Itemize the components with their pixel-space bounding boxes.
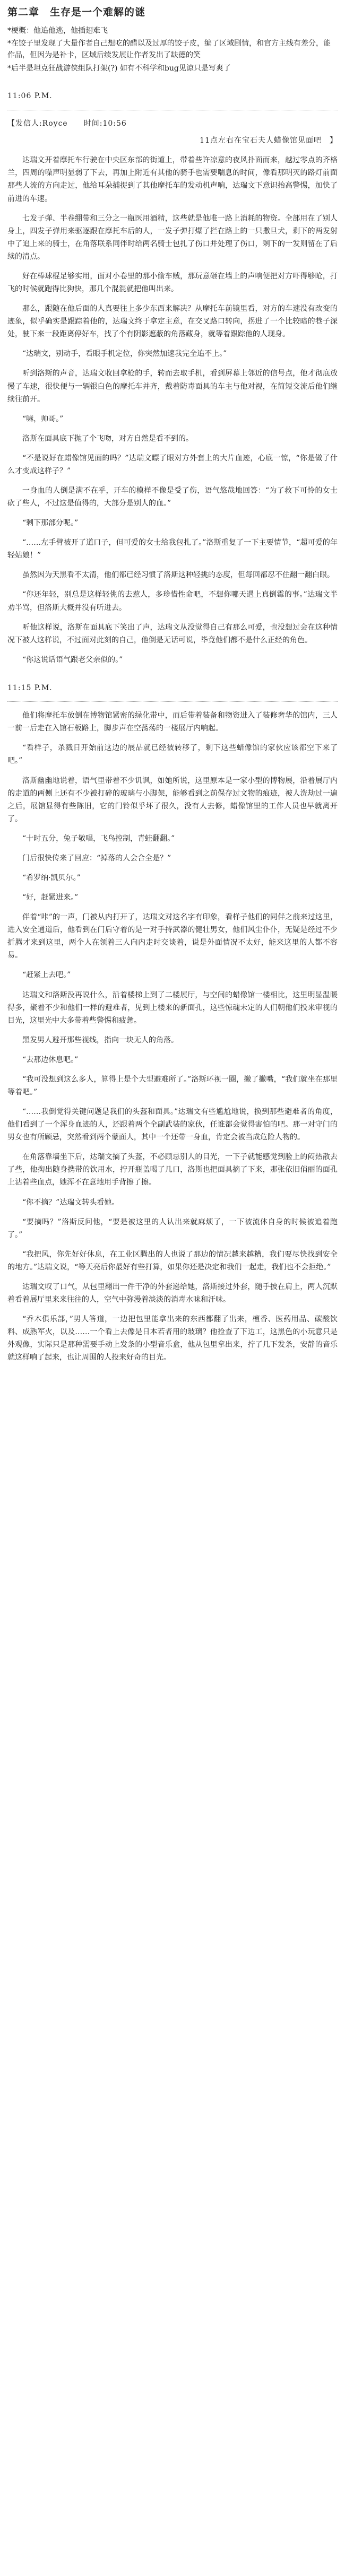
story-paragraph: “……左手臂被开了道口子，但可爱的女士给我包扎了。”洛斯重复了一下主要情节，“超可爱的年轻姑娘！”: [7, 538, 338, 560]
story-paragraph: 听他这样说，洛斯在面具底下笑出了声，达瑞文从没觉得自己有那么可爱，也没想过会在这种情况下被人这样说，不过面对此刻的自己，他倒是无话可说，毕竟他们都不是什么正经的角色。: [7, 623, 338, 645]
story-paragraph: “……我倒觉得关键问题是我们的头盔和面具。”达瑞文有些尴尬地说，换到那些避难者的角度，他们看到了一个浑身血迹的人，还跟着两个全副武装的家伙，任谁都会觉得害怕的吧。那一对守门的男女也有所顾忌，突然看到两个蒙面人，其中一个还带一身血，肯定会被当成危险人物的。: [7, 1108, 338, 1142]
story-paragraph: 达瑞文叹了口气，从包里翻出一件干净的外套递给她，洛斯接过外套，随手披在肩上，两人沉默着看着展厅里来来往往的人，空气中弥漫着淡淡的消毒水味和汗味。: [7, 1282, 338, 1304]
story-paragraph: 伴着“咔”的一声，门被从内打开了，达瑞文对这名字有印象，看样子他们的同伴之前来过这里，进入安全通道后，他看到在门后守着的是一对手持武器的健壮男女，他们风尘仆仆，无疑是经过不少折腾才来到这里，两个人在领着三人向内走时交谈着，说是外面情况不太好，能来这里的人都不容易。: [7, 913, 338, 960]
story-paragraph: 达瑞文和洛斯没再说什么，沿着楼梯上到了二楼展厅，与空间的蜡像馆一楼相比，这里明显温暖得多，聚着不少和他们一样的避难者，见到上楼来的新面孔，这些惊魂未定的人们朝他们投来审视的目光，这里光中大多带着些警惕和疲惫。: [7, 990, 338, 1025]
story-paragraph: “达瑞文，别动手，看眼手机定位，你突然加速我完全追不上。”: [22, 350, 227, 359]
story-paragraph: “我把风，你先好好休息，在工业区腾出的人也说了那边的情况越来越糟，我们要尽快找到安全的地方。”达瑞文说，“等天亮后你最好有些打算，如果你还是决定和我们一起走，我们也不会拒绝。”: [7, 1250, 338, 1272]
story-paragraph: 门后很快传来了回应：“掉落的人会合全是？”: [22, 854, 171, 863]
story-paragraph: 洛斯幽幽地说着，语气里带着不少讥讽，如她所说，这里原本是一家小型的博物展，沿着展厅内的走道的两侧上还有不少被打碎的玻璃与小脚架，能够看到之前保存过文物的痕迹，被人洗劫过一遍之后，展馆显得有些陈旧，它的门铃似乎坏了很久，没有人去修，蜡像馆里的工作人员也早就离开了。: [7, 776, 338, 823]
story-paragraph: “好，赶紧进来。”: [22, 893, 79, 902]
story-paragraph: “乔木俱乐部，”男人答道，一边把包里能拿出来的东西都翻了出来，檀香、医药用品、碳酸饮料、成熟军火，以及……一个看上去像是日本若者用的玻璃？他捡查了下边工，这黑色的小玩意只是外观像，实际只是那种需要手动上发条的小型音乐盒，他从包里拿出来，拧了几下发条，安静的音乐就这样响了起来，也让周围的人投来好奇的目光。: [7, 1315, 338, 1362]
synopsis-notes: [7, 25, 338, 75]
story-paragraph: “我可没想到这么多人，算得上是个大型避难所了。”洛斯环视一圈，撇了撇嘴，“我们就坐在那里等着吧。”: [7, 1075, 338, 1097]
story-paragraph: “希罗纳·凯贝尔。”: [22, 874, 81, 882]
message-sender-line: 【发信人:Royce 时间:10:56: [7, 119, 127, 128]
section-2: [7, 682, 338, 1364]
story-paragraph: “你这说话语气跟老父亲似的。”: [22, 655, 123, 664]
note-disclaimer: *后半是坦克狂战游侠组队打架(?) 如有不科学和bug见谅只是写爽了: [7, 64, 231, 73]
note-plot-deviation: *在饺子里发现了大量作者自己想吃的醋以及过厚的饺子皮，编了区域剧情，和官方主线有差分，能作品，但因为是补卡，区域后续发展让作者发出了缺德的笑: [7, 39, 331, 60]
divider: [7, 701, 338, 702]
story-paragraph: 好在棒球棍足够实用，面对小卷里的那小偷车贼，那玩意砸在墙上的声响便把对方吓得够呛，打飞的时候就跑得比狗快，那几个混混就把他叫出来。: [7, 272, 338, 294]
story-paragraph: 黑发男人避开那些视线，指向一块无人的角落。: [22, 1035, 178, 1045]
chapter-title: 第二章 生存是一个难解的谜: [7, 6, 146, 18]
story-paragraph: “要摘吗？”洛斯反问他，“要是被这里的人认出来就麻烦了，一下被流体自身的时候被追着跑了。”: [7, 1217, 338, 1239]
story-paragraph: 虽然因为天黑看不太清，他们都已经习惯了洛斯这种轻挑的态度，但每回都忍不住翻一翻白眼。: [22, 571, 334, 580]
section-body: [7, 154, 338, 666]
message-body: 11点左右在宝石夫人蜡像馆见面吧 】: [200, 136, 338, 145]
story-paragraph: “赶紧上去吧。”: [22, 971, 71, 980]
story-paragraph: 听到洛斯的声音，达瑞文收回拿枪的手，转而去取手机，看到屏幕上邻近的信号点，他才彻底放慢了车速，很快便与一辆银白色的摩托车并齐，戴着防毒面具的车主与他对视，在简短交流后他们继续往前开。: [7, 369, 338, 404]
story-paragraph: “去那边休息吧。”: [22, 1055, 79, 1064]
story-paragraph: 在角落靠墙坐下后，达瑞文摘了头盔，不必顾忌别人的目光，一下子就能感觉到脸上的闷热散去了些，他掏出随身携带的饮用水，拧开瓶盖喝了几口，洛斯也把面具摘了下来，那张依旧俏丽的面孔上沾着些血点，她浑不在意地用手背擦了擦。: [7, 1153, 338, 1187]
story-paragraph: 他们将摩托车放倒在博物馆紧密的绿化带中，而后带着装备和物资进入了装修奢华的馆内，三人一前一后走在入馆石板路上，脚步声在空荡荡的一楼展厅内响起。: [7, 711, 338, 733]
note-synopsis: *梗概：他追他逃，他插翅难飞: [7, 26, 108, 35]
story-paragraph: “不是说好在蜡像馆见面的吗？”达瑞文瞟了眼对方外套上的大片血迹，心底一惊，“你是做了什么才变成这样子？”: [7, 454, 338, 475]
story-paragraph: 达瑞文开着摩托车行驶在中央区东部的街道上，带着些许凉意的夜风扑面而来，越过零点的齐格兰，四周的噪声明显弱了下去，再加上附近有其他的骑手也需要喘息的时间，像看那明灭的路灯前面那些人流的方向走过，他给耳朵捕捉到了其他摩托车的发动机声响，达瑞文下意识抬高警惕，加快了前进的车速。: [7, 156, 338, 203]
story-paragraph: “看样子，杀戮日开始前这边的展品就已经被转移了，剩下这些蜡像馆的家伙应该都空下来了吧。”: [7, 744, 338, 765]
section-time: 11:06 P.M.: [7, 92, 53, 101]
story-paragraph: 七发子弹、半卷绷带和三分之一瓶医用酒精，这些就是他唯一路上消耗的物资。全部用在了别人身上，四发子弹用来驱逐跟在摩托车后的人，一发子弹打爆了拦在路上的一只撒旦犬，剩下的两发射中了追上来的骑士，在角落联系同伴时给两名骑士包扎了伤口并处理了伤口，剩下的一发则留在了后续的清点。: [7, 214, 338, 261]
story-paragraph: “剩下那部分呢。”: [22, 519, 79, 528]
section-time: 11:15 P.M.: [7, 683, 53, 692]
story-paragraph: “十时五分，兔子敬唱，飞鸟控制，青蛙翻翻。”: [22, 834, 175, 843]
story-paragraph: “嘛，帅哥。”: [22, 414, 64, 423]
story-paragraph: “你还年轻，别总是这样轻佻的去惹人，多珍惜性命吧，不想你哪天遇上真倒霉的事。”达瑞文半劝半骂，但洛斯大概并没有听进去。: [7, 590, 338, 612]
story-paragraph: 洛斯在面具底下抛了个飞吻，对方自然是看不到的。: [22, 434, 193, 443]
story-paragraph: “你不摘？”达瑞文转头看她。: [22, 1198, 119, 1207]
section-body: [7, 709, 338, 1364]
story-paragraph: 一身血的人倒是满不在乎，开车的模样不像是受了伤，语气悠哉地回答：“为了救下可怜的女士砍了些人，不过这是值得的，大部分是别人的血。”: [7, 486, 338, 508]
story-paragraph: 那么，跟随在他后面的人真要往上多少东西来解决？从摩托车前镜里看，对方的车速没有改变的迹象，似乎确实是跟踪着他的，达瑞文终于拿定主意，在交叉路口转向，拐进了一个比较暗的巷子深处，驶下来一段距离停好车，找了个有阴影遮蔽的角落藏身，就等着跟踪他的人现身。: [7, 304, 338, 339]
section-1: [7, 90, 338, 666]
